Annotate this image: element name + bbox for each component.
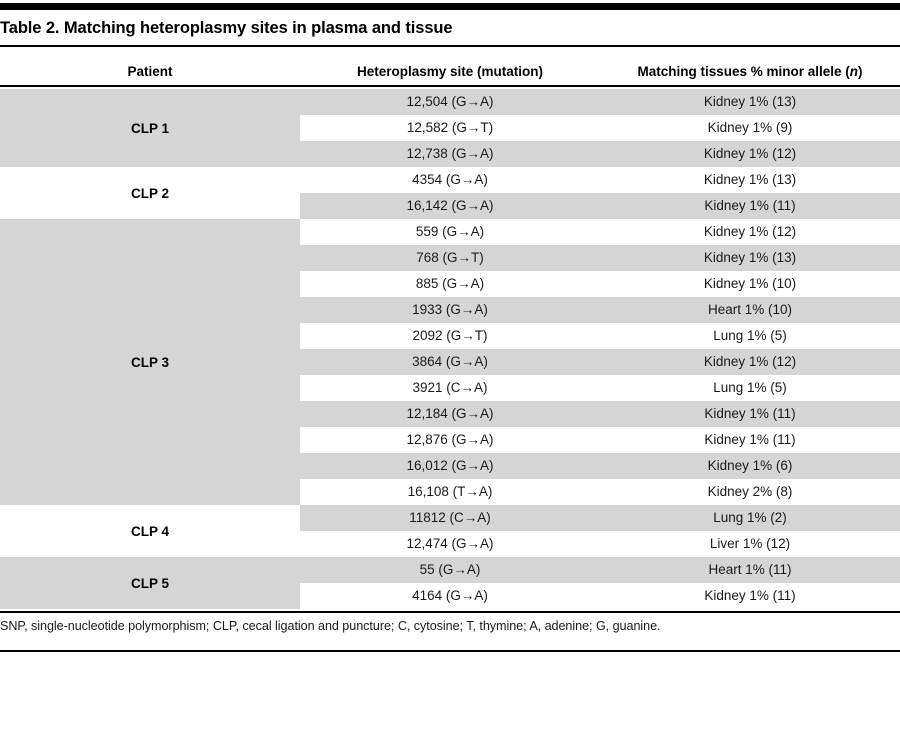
table-row [300, 427, 900, 453]
heteroplasmy-site-cell: 3864 (G→A) [412, 354, 488, 369]
matching-tissue-cell: Kidney 1% (13) [703, 172, 797, 187]
table-row [300, 583, 900, 609]
table-row [300, 89, 900, 115]
heteroplasmy-site-cell: 16,142 (G→A) [406, 198, 494, 213]
patient-cell: CLP 1 [0, 89, 300, 167]
table-footnote: SNP, single-nucleotide polymorphism; CLP, cecal ligation and puncture; C, cytosine; T, thymine; A, adenine; G, guanine. [0, 619, 661, 633]
matching-tissue-cell: Heart 1% (10) [707, 302, 793, 317]
rule-below-title [0, 45, 900, 47]
patient-group-rows [300, 167, 900, 219]
matching-tissue-cell: Kidney 1% (12) [703, 224, 797, 239]
matching-tissue-cell: Kidney 2% (8) [707, 484, 793, 499]
heteroplasmy-site-cell: 1933 (G→A) [412, 302, 488, 317]
patient-group [0, 557, 900, 609]
rule-below-footnote [0, 650, 900, 652]
matching-tissue-cell: Kidney 1% (11) [704, 432, 796, 447]
heteroplasmy-site-cell: 768 (G→T) [416, 250, 484, 265]
table-row [300, 193, 900, 219]
heteroplasmy-site-cell: 16,012 (G→A) [406, 458, 494, 473]
patient-group-rows [300, 557, 900, 609]
column-header-tissue-prefix: Matching tissues % minor allele ( [637, 64, 850, 79]
table-row [300, 531, 900, 557]
matching-tissue-cell: Kidney 1% (12) [703, 146, 797, 161]
heteroplasmy-site-cell: 12,474 (G→A) [406, 536, 494, 551]
heteroplasmy-site-cell: 11812 (C→A) [409, 510, 491, 525]
table-row [300, 271, 900, 297]
matching-tissue-cell: Kidney 1% (13) [703, 250, 797, 265]
table-row [300, 245, 900, 271]
table-row [300, 401, 900, 427]
top-black-bar [0, 3, 900, 10]
table-row [300, 505, 900, 531]
table-body [0, 89, 900, 609]
matching-tissue-cell: Kidney 1% (6) [707, 458, 793, 473]
table-row [300, 297, 900, 323]
patient-group [0, 89, 900, 167]
table-row [300, 219, 900, 245]
heteroplasmy-site-cell: 55 (G→A) [419, 562, 481, 577]
matching-tissue-cell: Kidney 1% (11) [704, 198, 796, 213]
patient-group [0, 505, 900, 557]
matching-tissue-cell: Kidney 1% (11) [704, 406, 796, 421]
heteroplasmy-site-cell: 12,582 (G→T) [406, 120, 494, 135]
heteroplasmy-site-cell: 2092 (G→T) [412, 328, 488, 343]
column-header-tissue-italic-n: n [849, 64, 859, 79]
heteroplasmy-site-cell: 559 (G→A) [415, 224, 485, 239]
patient-group-rows [300, 89, 900, 167]
heteroplasmy-site-cell: 12,876 (G→A) [406, 432, 494, 447]
rule-below-body [0, 611, 900, 613]
heteroplasmy-site-cell: 12,738 (G→A) [406, 146, 494, 161]
patient-cell: CLP 5 [0, 557, 300, 609]
heteroplasmy-site-cell: 885 (G→A) [415, 276, 485, 291]
table-row [300, 115, 900, 141]
table-row [300, 479, 900, 505]
heteroplasmy-site-cell: 4164 (G→A) [412, 588, 488, 603]
table-row [300, 141, 900, 167]
column-header-patient: Patient [127, 64, 173, 79]
matching-tissue-cell: Lung 1% (5) [713, 380, 787, 395]
matching-tissue-cell: Liver 1% (12) [709, 536, 791, 551]
table-row [300, 323, 900, 349]
matching-tissue-cell: Lung 1% (2) [713, 510, 787, 525]
matching-tissue-cell: Lung 1% (5) [713, 328, 787, 343]
table-header-row [0, 60, 900, 84]
table-row [300, 349, 900, 375]
matching-tissue-cell: Kidney 1% (10) [703, 276, 797, 291]
matching-tissue-cell: Kidney 1% (9) [707, 120, 793, 135]
patient-group [0, 167, 900, 219]
table-title: Table 2. Matching heteroplasmy sites in plasma and tissue [0, 19, 453, 37]
heteroplasmy-site-cell: 12,504 (G→A) [406, 94, 494, 109]
heteroplasmy-site-cell: 12,184 (G→A) [406, 406, 494, 421]
table-row [300, 453, 900, 479]
heteroplasmy-site-cell: 3921 (C→A) [412, 380, 488, 395]
column-header-heteroplasmy-site: Heteroplasmy site (mutation) [356, 64, 544, 79]
rule-below-header [0, 85, 900, 87]
column-header-tissue-suffix: ) [858, 64, 863, 79]
table-row [300, 167, 900, 193]
patient-group-rows [300, 505, 900, 557]
patient-cell: CLP 3 [0, 219, 300, 505]
matching-tissue-cell: Kidney 1% (13) [703, 94, 797, 109]
patient-cell: CLP 2 [0, 167, 300, 219]
matching-tissue-cell: Kidney 1% (11) [704, 588, 796, 603]
heteroplasmy-site-cell: 4354 (G→A) [412, 172, 488, 187]
matching-tissue-cell: Kidney 1% (12) [703, 354, 797, 369]
heteroplasmy-site-cell: 16,108 (T→A) [407, 484, 493, 499]
matching-tissue-cell: Heart 1% (11) [708, 562, 792, 577]
patient-group [0, 219, 900, 505]
column-header-matching-tissues [600, 64, 900, 80]
patient-group-rows [300, 219, 900, 505]
table-row [300, 557, 900, 583]
table-row [300, 375, 900, 401]
patient-cell: CLP 4 [0, 505, 300, 557]
